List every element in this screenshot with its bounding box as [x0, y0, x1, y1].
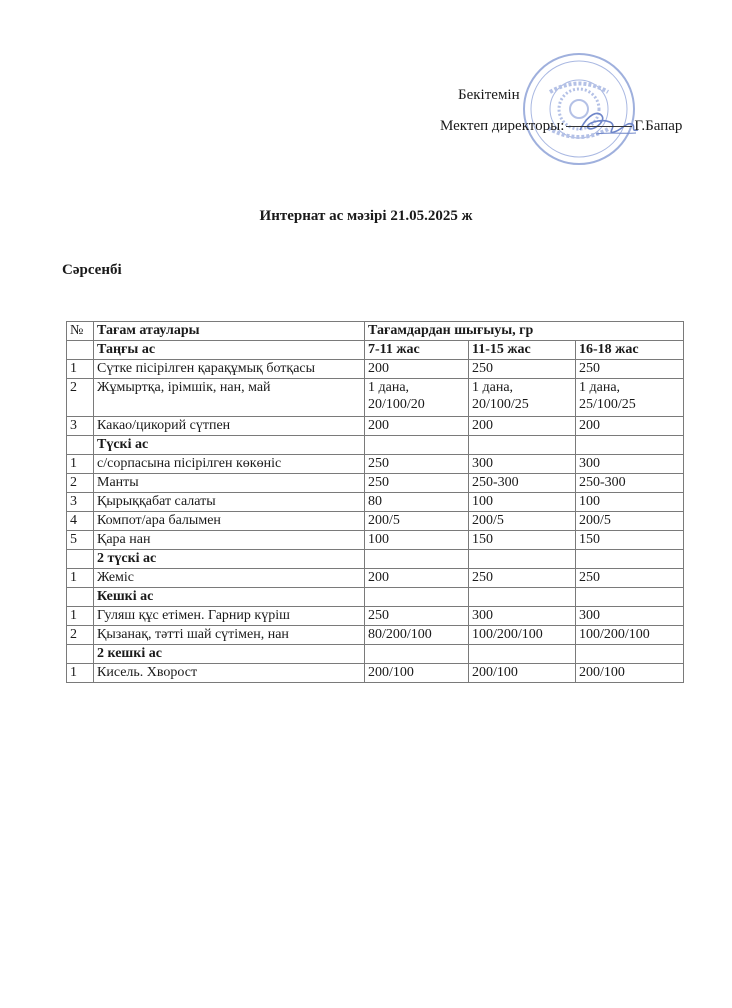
- row-portion-16-18: 200: [576, 417, 684, 436]
- row-portion-11-15: 200: [469, 417, 576, 436]
- row-num: [67, 341, 94, 360]
- row-portion-11-15: 100: [469, 493, 576, 512]
- row-portion-11-15: 300: [469, 607, 576, 626]
- director-line: [440, 116, 682, 136]
- row-num: 1: [67, 664, 94, 683]
- row-num: 1: [67, 455, 94, 474]
- row-portion-11-15: 200/5: [469, 512, 576, 531]
- row-portion-16-18: [576, 588, 684, 607]
- row-portion-7-11: 200/100: [365, 664, 469, 683]
- row-dish-name: Компот/ара балымен: [94, 512, 365, 531]
- row-portion-11-15: 250-300: [469, 474, 576, 493]
- row-num: [67, 645, 94, 664]
- row-dish-name: Қызанақ, тәтті шай сүтімен, нан: [94, 626, 365, 645]
- row-portion-16-18: 250-300: [576, 474, 684, 493]
- row-portion-11-15: 250: [469, 360, 576, 379]
- row-portion-16-18: 300: [576, 607, 684, 626]
- table-row: [67, 493, 684, 512]
- table-row: [67, 360, 684, 379]
- table-row: [67, 341, 684, 360]
- row-dish-name: Жұмыртқа, ірімшік, нан, май: [94, 379, 365, 417]
- table-row: [67, 664, 684, 683]
- row-portion-11-15: [469, 436, 576, 455]
- row-portion-11-15: 250: [469, 569, 576, 588]
- row-dish-name: Кешкі ас: [94, 588, 365, 607]
- row-num: [67, 550, 94, 569]
- table-row: [67, 645, 684, 664]
- director-label: Мектеп директоры:: [440, 118, 565, 134]
- row-portion-16-18: 200/5: [576, 512, 684, 531]
- signature-line: [566, 126, 632, 127]
- header-output: Тағамдардан шығыуы, гр: [365, 322, 684, 341]
- row-portion-16-18: 16-18 жас: [576, 341, 684, 360]
- table-row: [67, 417, 684, 436]
- table-row: [67, 436, 684, 455]
- row-portion-7-11: 80/200/100: [365, 626, 469, 645]
- row-num: [67, 588, 94, 607]
- row-portion-16-18: [576, 645, 684, 664]
- row-portion-7-11: [365, 588, 469, 607]
- table-header-row: [67, 322, 684, 341]
- row-dish-name: Манты: [94, 474, 365, 493]
- row-portion-11-15: 150: [469, 531, 576, 550]
- menu-table: [66, 321, 684, 683]
- row-portion-7-11: 7-11 жас: [365, 341, 469, 360]
- row-portion-16-18: 1 дана, 25/100/25: [576, 379, 684, 417]
- weekday-label: Сәрсенбі: [62, 262, 122, 278]
- row-num: 1: [67, 607, 94, 626]
- row-portion-16-18: 150: [576, 531, 684, 550]
- table-row: [67, 569, 684, 588]
- row-portion-16-18: 300: [576, 455, 684, 474]
- approved-label: Бекітемін: [458, 87, 520, 103]
- table-row: [67, 626, 684, 645]
- row-portion-11-15: 100/200/100: [469, 626, 576, 645]
- row-portion-16-18: [576, 550, 684, 569]
- row-portion-7-11: 250: [365, 474, 469, 493]
- row-portion-7-11: [365, 436, 469, 455]
- row-portion-11-15: [469, 588, 576, 607]
- table-row: [67, 474, 684, 493]
- row-num: 1: [67, 569, 94, 588]
- table-row: [67, 379, 684, 417]
- row-dish-name: Жеміс: [94, 569, 365, 588]
- table-row: [67, 588, 684, 607]
- row-portion-7-11: [365, 550, 469, 569]
- row-portion-7-11: 250: [365, 455, 469, 474]
- row-portion-11-15: [469, 550, 576, 569]
- header-num: №: [67, 322, 94, 341]
- row-portion-7-11: 100: [365, 531, 469, 550]
- row-portion-11-15: 11-15 жас: [469, 341, 576, 360]
- row-dish-name: 2 түскі ас: [94, 550, 365, 569]
- row-portion-7-11: 200/5: [365, 512, 469, 531]
- row-dish-name: Түскі ас: [94, 436, 365, 455]
- row-dish-name: Гуляш құс етімен. Гарнир күріш: [94, 607, 365, 626]
- row-portion-7-11: 200: [365, 569, 469, 588]
- row-portion-11-15: 300: [469, 455, 576, 474]
- row-portion-11-15: [469, 645, 576, 664]
- row-portion-7-11: 250: [365, 607, 469, 626]
- row-portion-11-15: 200/100: [469, 664, 576, 683]
- row-portion-7-11: 80: [365, 493, 469, 512]
- row-portion-16-18: 100/200/100: [576, 626, 684, 645]
- row-portion-16-18: 100: [576, 493, 684, 512]
- director-name: Г.Бапар: [634, 118, 683, 134]
- row-portion-7-11: 200: [365, 360, 469, 379]
- row-portion-7-11: 1 дана, 20/100/20: [365, 379, 469, 417]
- row-portion-16-18: [576, 436, 684, 455]
- row-portion-16-18: 250: [576, 569, 684, 588]
- table-row: [67, 531, 684, 550]
- row-dish-name: с/сорпасына пісірілген көкөніс: [94, 455, 365, 474]
- row-portion-7-11: 200: [365, 417, 469, 436]
- row-dish-name: Қырыққабат салаты: [94, 493, 365, 512]
- row-portion-16-18: 200/100: [576, 664, 684, 683]
- row-dish-name: 2 кешкі ас: [94, 645, 365, 664]
- row-num: 1: [67, 360, 94, 379]
- row-num: 3: [67, 417, 94, 436]
- row-num: 5: [67, 531, 94, 550]
- row-dish-name: Какао/цикорий сүтпен: [94, 417, 365, 436]
- header-dish-name: Тағам атаулары: [94, 322, 365, 341]
- page-title: Интернат ас мәзірі 21.05.2025 ж: [259, 208, 473, 224]
- row-portion-16-18: 250: [576, 360, 684, 379]
- table-row: [67, 607, 684, 626]
- row-dish-name: Қара нан: [94, 531, 365, 550]
- row-dish-name: Таңғы ас: [94, 341, 365, 360]
- table-row: [67, 455, 684, 474]
- row-num: 2: [67, 379, 94, 417]
- row-portion-11-15: 1 дана, 20/100/25: [469, 379, 576, 417]
- row-portion-7-11: [365, 645, 469, 664]
- row-dish-name: Кисель. Хворост: [94, 664, 365, 683]
- row-num: 3: [67, 493, 94, 512]
- row-dish-name: Сүтке пісірілген қарақұмық ботқасы: [94, 360, 365, 379]
- table-row: [67, 550, 684, 569]
- row-num: 4: [67, 512, 94, 531]
- row-num: 2: [67, 474, 94, 493]
- row-num: [67, 436, 94, 455]
- table-row: [67, 512, 684, 531]
- row-num: 2: [67, 626, 94, 645]
